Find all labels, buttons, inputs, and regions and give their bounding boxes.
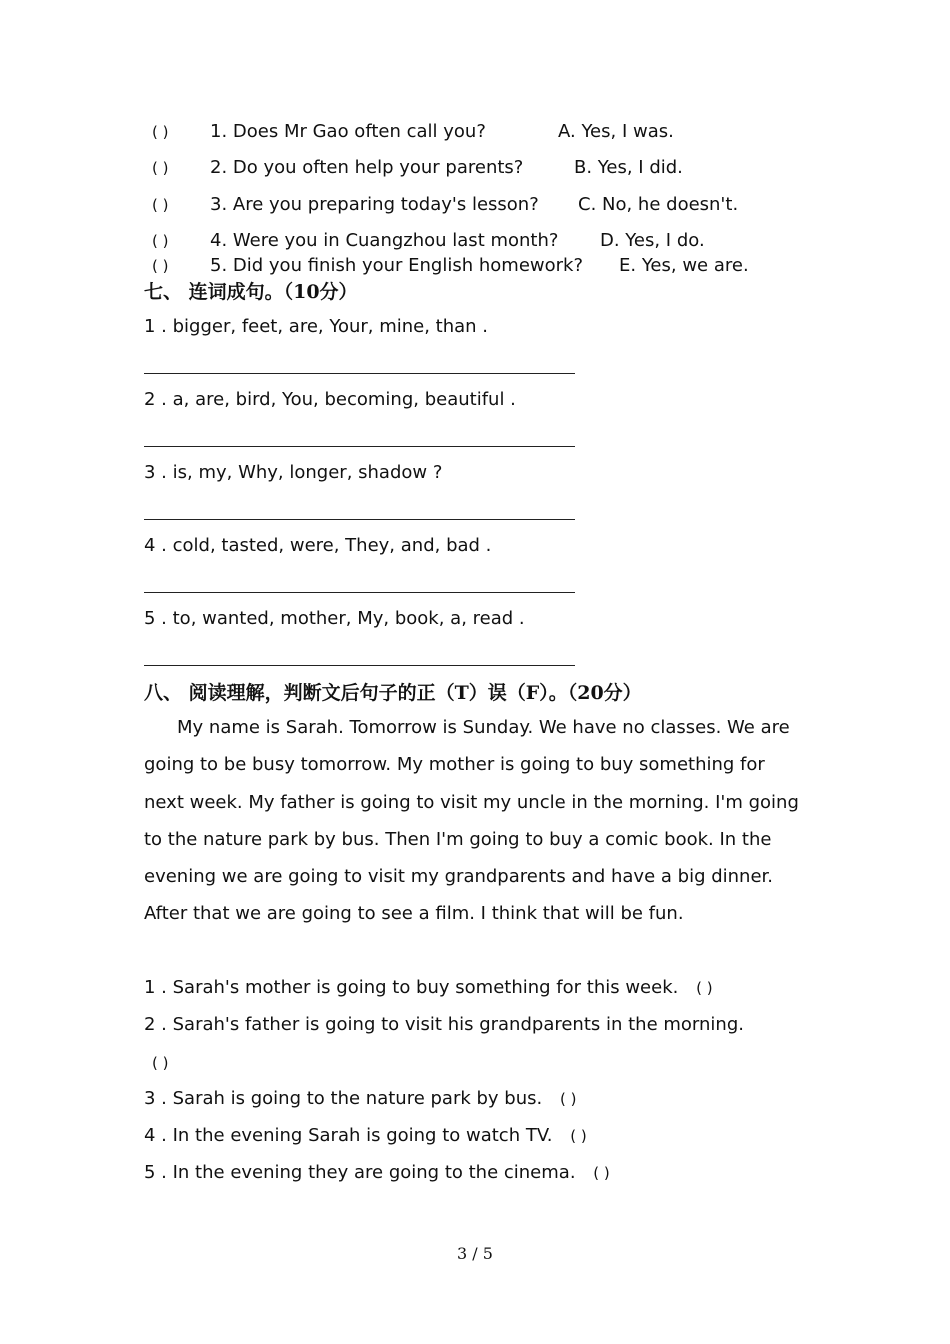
statement-2 — [144, 1014, 744, 1036]
answer-line-2[interactable] — [144, 446, 575, 447]
answer-line-5[interactable] — [144, 665, 575, 666]
answer-option: B. Yes, I did. — [574, 157, 683, 178]
matching-row-2 — [152, 157, 683, 179]
section-7-heading: 七、 连词成句。（10分） — [144, 281, 358, 303]
statement-5 — [144, 1162, 610, 1184]
answer-blank[interactable]: ( ) — [570, 1127, 587, 1145]
statement-text: 2 . Sarah's father is going to visit his grandparents in the morning. — [144, 1014, 744, 1035]
answer-line-1[interactable] — [144, 373, 575, 374]
statement-4 — [144, 1125, 587, 1147]
answer-blank[interactable]: ( ) — [696, 979, 713, 997]
answer-blank[interactable]: ( ) — [152, 257, 169, 275]
sentence-item-3: 3 . is, my, Why, longer, shadow ? — [144, 462, 443, 483]
sentence-item-5: 5 . to, wanted, mother, My, book, a, read . — [144, 608, 525, 629]
answer-blank[interactable]: ( ) — [152, 196, 169, 214]
answer-option: E. Yes, we are. — [619, 255, 749, 276]
sentence-item-2: 2 . a, are, bird, You, becoming, beautiful . — [144, 389, 516, 410]
statement-text: 1 . Sarah's mother is going to buy something for this week. — [144, 977, 679, 998]
section-8-heading: 八、 阅读理解，判断文后句子的正（T）误（F）。（20分） — [144, 682, 642, 704]
matching-row-3 — [152, 194, 738, 216]
question-text: 1. Does Mr Gao often call you? — [210, 121, 486, 142]
answer-blank[interactable]: ( ) — [152, 159, 169, 177]
statement-text: 5 . In the evening they are going to the cinema. — [144, 1162, 576, 1183]
answer-option: A. Yes, I was. — [558, 121, 674, 142]
question-text: 3. Are you preparing today's lesson? — [210, 194, 539, 215]
answer-line-4[interactable] — [144, 592, 575, 593]
page-number: 3 / 5 — [457, 1244, 493, 1263]
statement-text: 4 . In the evening Sarah is going to watch TV. — [144, 1125, 553, 1146]
answer-blank[interactable]: ( ) — [152, 1054, 169, 1072]
sentence-item-4: 4 . cold, tasted, were, They, and, bad . — [144, 535, 492, 556]
answer-blank[interactable]: ( ) — [152, 232, 169, 250]
answer-blank[interactable]: ( ) — [593, 1164, 610, 1182]
reading-passage: My name is Sarah. Tomorrow is Sunday. We have no classes. We are going to be busy tomorrow. My mother is going to buy something for next week. My father is going to visit my uncle in the morning. I'm going to the nature park by bus. Then I'm going to buy a comic book. In the evening we are going to visit my grandparents and have a big dinner. After that we are going to see a film. I think that will be fun. — [144, 717, 799, 925]
answer-option: D. Yes, I do. — [600, 230, 705, 251]
answer-blank[interactable]: ( ) — [152, 123, 169, 141]
sentence-item-1: 1 . bigger, feet, are, Your, mine, than . — [144, 316, 489, 337]
statement-1 — [144, 977, 713, 999]
answer-line-3[interactable] — [144, 519, 575, 520]
question-text: 4. Were you in Cuangzhou last month? — [210, 230, 559, 251]
question-text: 2. Do you often help your parents? — [210, 157, 524, 178]
matching-row-4 — [152, 230, 705, 252]
statement-text: 3 . Sarah is going to the nature park by bus. — [144, 1088, 543, 1109]
statement-2-paren-line — [152, 1052, 168, 1074]
answer-option: C. No, he doesn't. — [578, 194, 739, 215]
matching-row-5 — [152, 255, 749, 277]
answer-blank[interactable]: ( ) — [559, 1090, 577, 1108]
statement-3 — [144, 1088, 576, 1110]
matching-row-1 — [152, 121, 674, 143]
question-text: 5. Did you finish your English homework? — [210, 255, 584, 276]
